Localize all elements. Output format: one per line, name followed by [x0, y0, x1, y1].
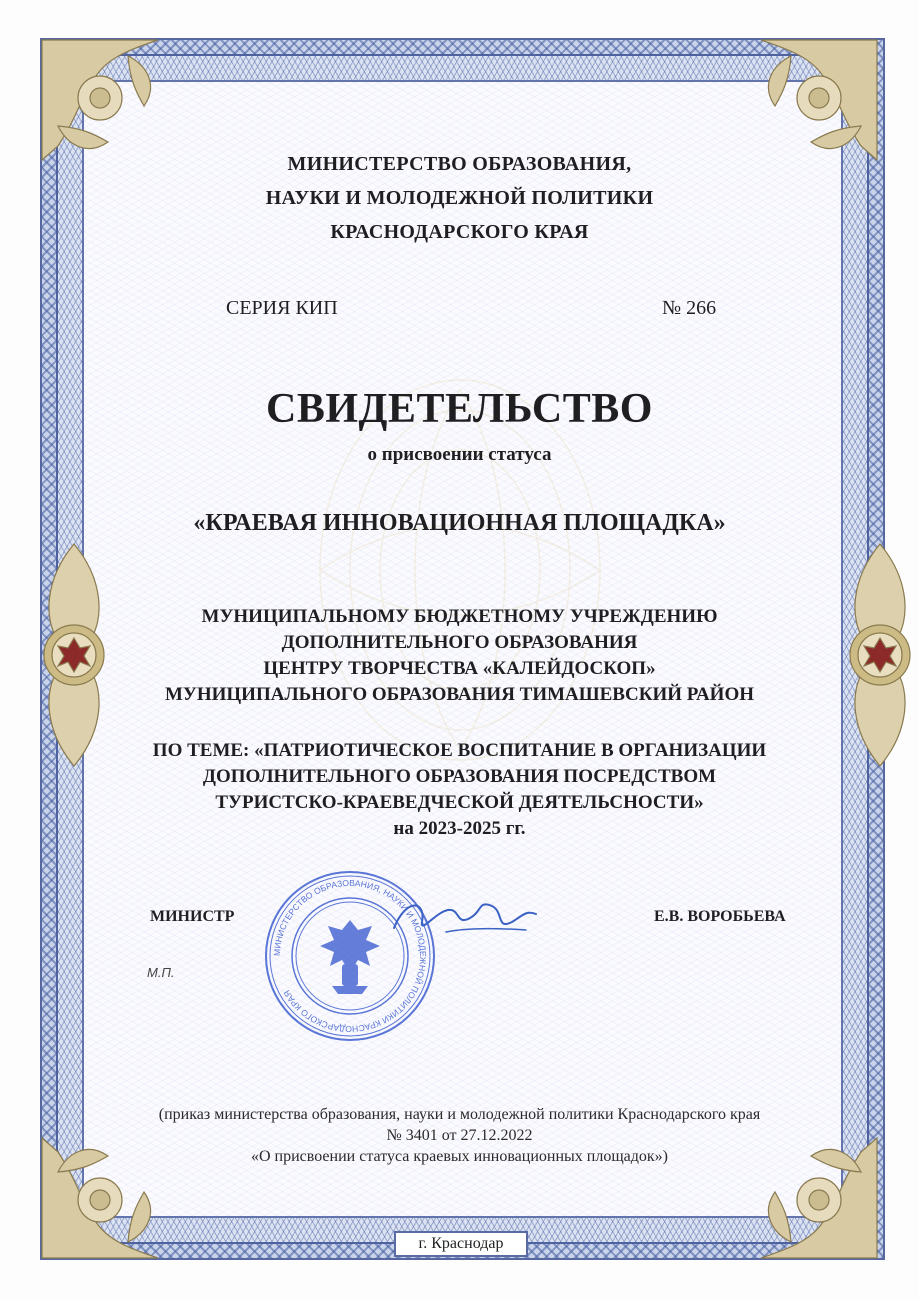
theme-block [0, 738, 919, 842]
order-line-2: № 3401 от 27.12.2022 [386, 1127, 533, 1144]
order-line-1: (приказ министерства образования, науки и молодежной политики Краснодарского края [158, 1106, 761, 1123]
issuer-line-1: МИНИСТЕРСТВО ОБРАЗОВАНИЯ, [287, 153, 632, 175]
signatory-role: МИНИСТР [150, 908, 235, 925]
order-reference [0, 1104, 919, 1167]
signatory-name: Е.В. ВОРОБЬЕВА [654, 908, 786, 925]
theme-period: на 2023-2025 гг. [393, 818, 526, 839]
recipient-line-2: ДОПОЛНИТЕЛЬНОГО ОБРАЗОВАНИЯ [281, 632, 638, 653]
order-line-3: «О присвоении статуса краевых инновационных площадок») [251, 1148, 668, 1165]
recipient-line-3: ЦЕНТРУ ТВОРЧЕСТВА «КАЛЕЙДОСКОП» [263, 658, 656, 679]
issuer-line-3: КРАСНОДАРСКОГО КРАЯ [330, 221, 589, 243]
theme-line-2: ДОПОЛНИТЕЛЬНОГО ОБРАЗОВАНИЯ ПОСРЕДСТВОМ [202, 766, 717, 787]
recipient-line-1: МУНИЦИПАЛЬНОМУ БЮДЖЕТНОМУ УЧРЕЖДЕНИЮ [201, 606, 718, 627]
seal-place-label: М.П. [147, 965, 175, 980]
theme-line-1: ПО ТЕМЕ: «ПАТРИОТИЧЕСКОЕ ВОСПИТАНИЕ В ОРГАНИЗАЦИИ [152, 740, 767, 761]
recipient-line-4: МУНИЦИПАЛЬНОГО ОБРАЗОВАНИЯ ТИМАШЕВСКИЙ РАЙОН [164, 684, 755, 705]
recipient-block [0, 604, 919, 708]
stamp-ring-text: МИНИСТЕРСТВО ОБРАЗОВАНИЯ, НАУКИ И МОЛОДЕЖНОЙ ПОЛИТИКИ КРАСНОДАРСКОГО КРАЯ [271, 877, 429, 1035]
certificate-number: № 266 [662, 297, 717, 319]
series-label: СЕРИЯ КИП [226, 297, 338, 319]
status-name: «КРАЕВАЯ ИННОВАЦИОННАЯ ПЛОЩАДКА» [193, 510, 726, 536]
city-label: г. Краснодар [394, 1231, 528, 1257]
document-title: СВИДЕТЕЛЬСТВО [266, 386, 653, 432]
handwritten-signature-icon [386, 888, 546, 948]
document-subtitle: о присвоении статуса [367, 444, 552, 465]
theme-line-3: ТУРИСТСКО-КРАЕВЕДЧЕСКОЙ ДЕЯТЕЛЬСНОСТИ» [215, 792, 704, 813]
issuer-line-2: НАУКИ И МОЛОДЕЖНОЙ ПОЛИТИКИ [265, 187, 654, 209]
issuer-header [0, 147, 919, 249]
